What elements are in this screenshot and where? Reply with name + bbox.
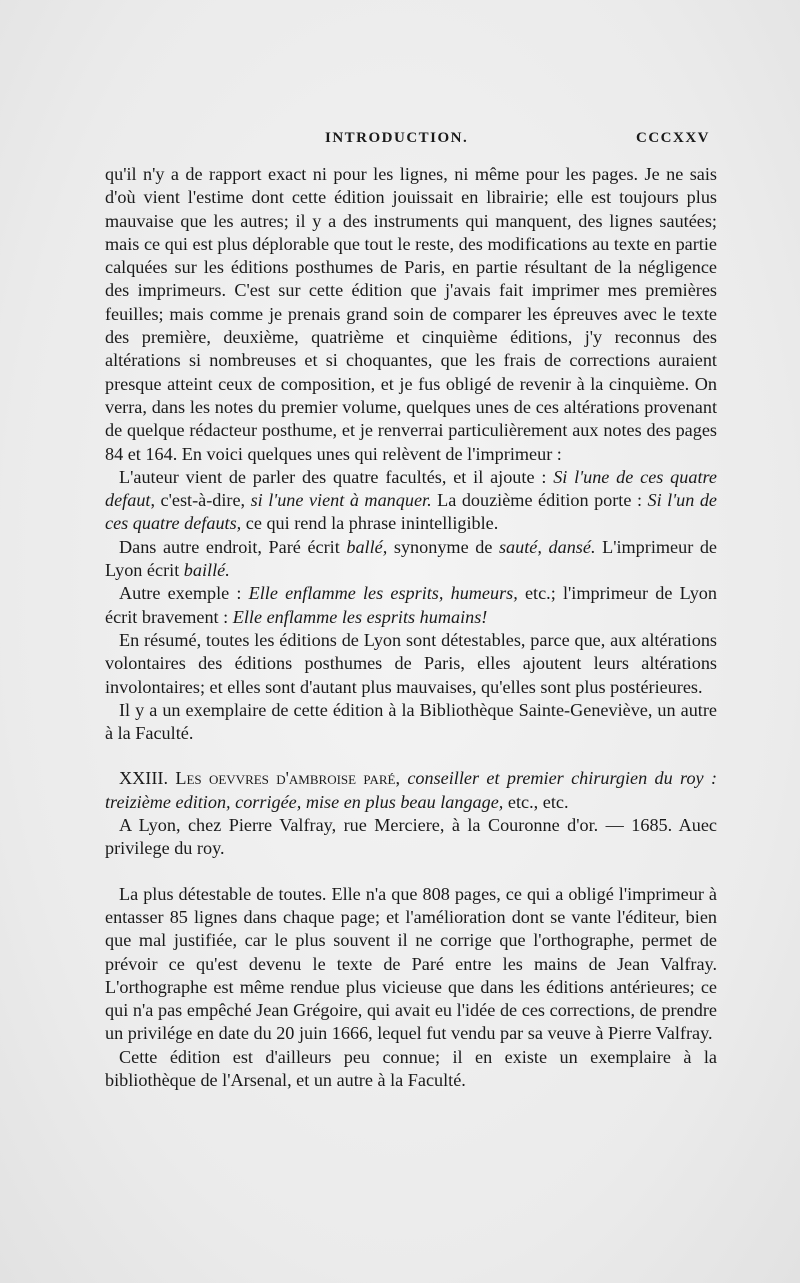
bibliography-entry-title: XXIII. Les oevvres d'ambroise paré, conseiller et premier chirurgien du roy : treizième edition, corrigée, mise en plus beau langage, etc., etc. [105, 768, 718, 812]
paragraph-example-3: Autre exemple : Elle enflamme les esprits, humeurs, etc.; l'imprimeur de Lyon écrit bravement : Elle enflamme les esprits humains! [105, 583, 717, 627]
paragraph-continuation: qu'il n'y a de rapport exact ni pour les lignes, ni même pour les pages. Je ne sais d'où vient l'estime dont cette édition jouissait en librairie; elle est toujours plus mauvaise que les autres; il y a des instruments qui manquent, des lignes sautées; mais ce qui est plus déplorable que tout le reste, des modifications au texte en partie calquées sur les éditions posthumes de Paris, en partie résultant de la négligence des imprimeurs. C'est sur cette édition que j'avais fait imprimer mes premières feuilles; mais comme je prenais grand soin de comparer les épreuves avec le texte des première, deuxième, quatrième et cinquième éditions, j'y reconnus des altérations si nombreuses et si choquantes, que les frais de corrections auraient presque atteint ceux de composition, et je fus obligé de revenir à la cinquième. On verra, dans les notes du premier volume, quelques unes de ces altérations provenant de quelque rédacteur posthume, et je renverrai particulièrement aux notes des pages 84 et 164. En voici quelques unes qui relèvent de l'imprimeur : [105, 164, 717, 464]
page-number: CCCXXV [636, 130, 710, 146]
spacer [105, 861, 717, 883]
page-body [105, 163, 717, 1092]
paragraph-summary: En résumé, toutes les éditions de Lyon sont détestables, parce que, aux altérations volontaires des éditions posthumes de Paris, elles ajoutent leurs altérations involontaires; et elles sont d'autant plus mauvaises, qu'elles sont plus postérieures. [105, 629, 717, 697]
bibliography-entry-imprint: A Lyon, chez Pierre Valfray, rue Merciere, à la Couronne d'or. — 1685. Auec privilege du roy. [105, 815, 717, 859]
paragraph-example-2: Dans autre endroit, Paré écrit ballé, synonyme de sauté, dansé. L'imprimeur de Lyon écrit baillé. [105, 536, 718, 581]
paragraph-example-1: L'auteur vient de parler des quatre facultés, et il ajoute : Si l'une de ces quatre defaut, c'est-à-dire, si l'une vient à manquer. La douzième édition porte : Si l'un de ces quatre defauts, ce qui rend la phrase inintelligible. [105, 466, 717, 534]
spacer [105, 745, 717, 767]
running-title: INTRODUCTION. [325, 130, 469, 146]
paragraph-locations: Cette édition est d'ailleurs peu connue; il en existe un exemplaire à la bibliothèque de l'Arsenal, et un autre à la Faculté. [105, 1046, 717, 1090]
paragraph-copies: Il y a un exemplaire de cette édition à la Bibliothèque Sainte-Geneviève, un autre à la Faculté. [105, 699, 717, 744]
paragraph-description: La plus détestable de toutes. Elle n'a que 808 pages, ce qui a obligé l'imprimeur à entasser 85 lignes dans chaque page; et l'amélioration dont se vante l'éditeur, bien que mal justifiée, car le plus souvent il ne corrige que l'orthographe, permet de prévoir ce qu'est devenu le texte de Paré entre les mains de Jean Valfray. L'orthographe est même rendue plus vicieuse que dans les éditions antérieures; ce qui n'a pas empêché Jean Grégoire, qui avait eu l'idée de ces corrections, de prendre un privilége en date du 20 juin 1666, lequel fut vendu par sa veuve à Pierre Valfray. [105, 883, 717, 1044]
